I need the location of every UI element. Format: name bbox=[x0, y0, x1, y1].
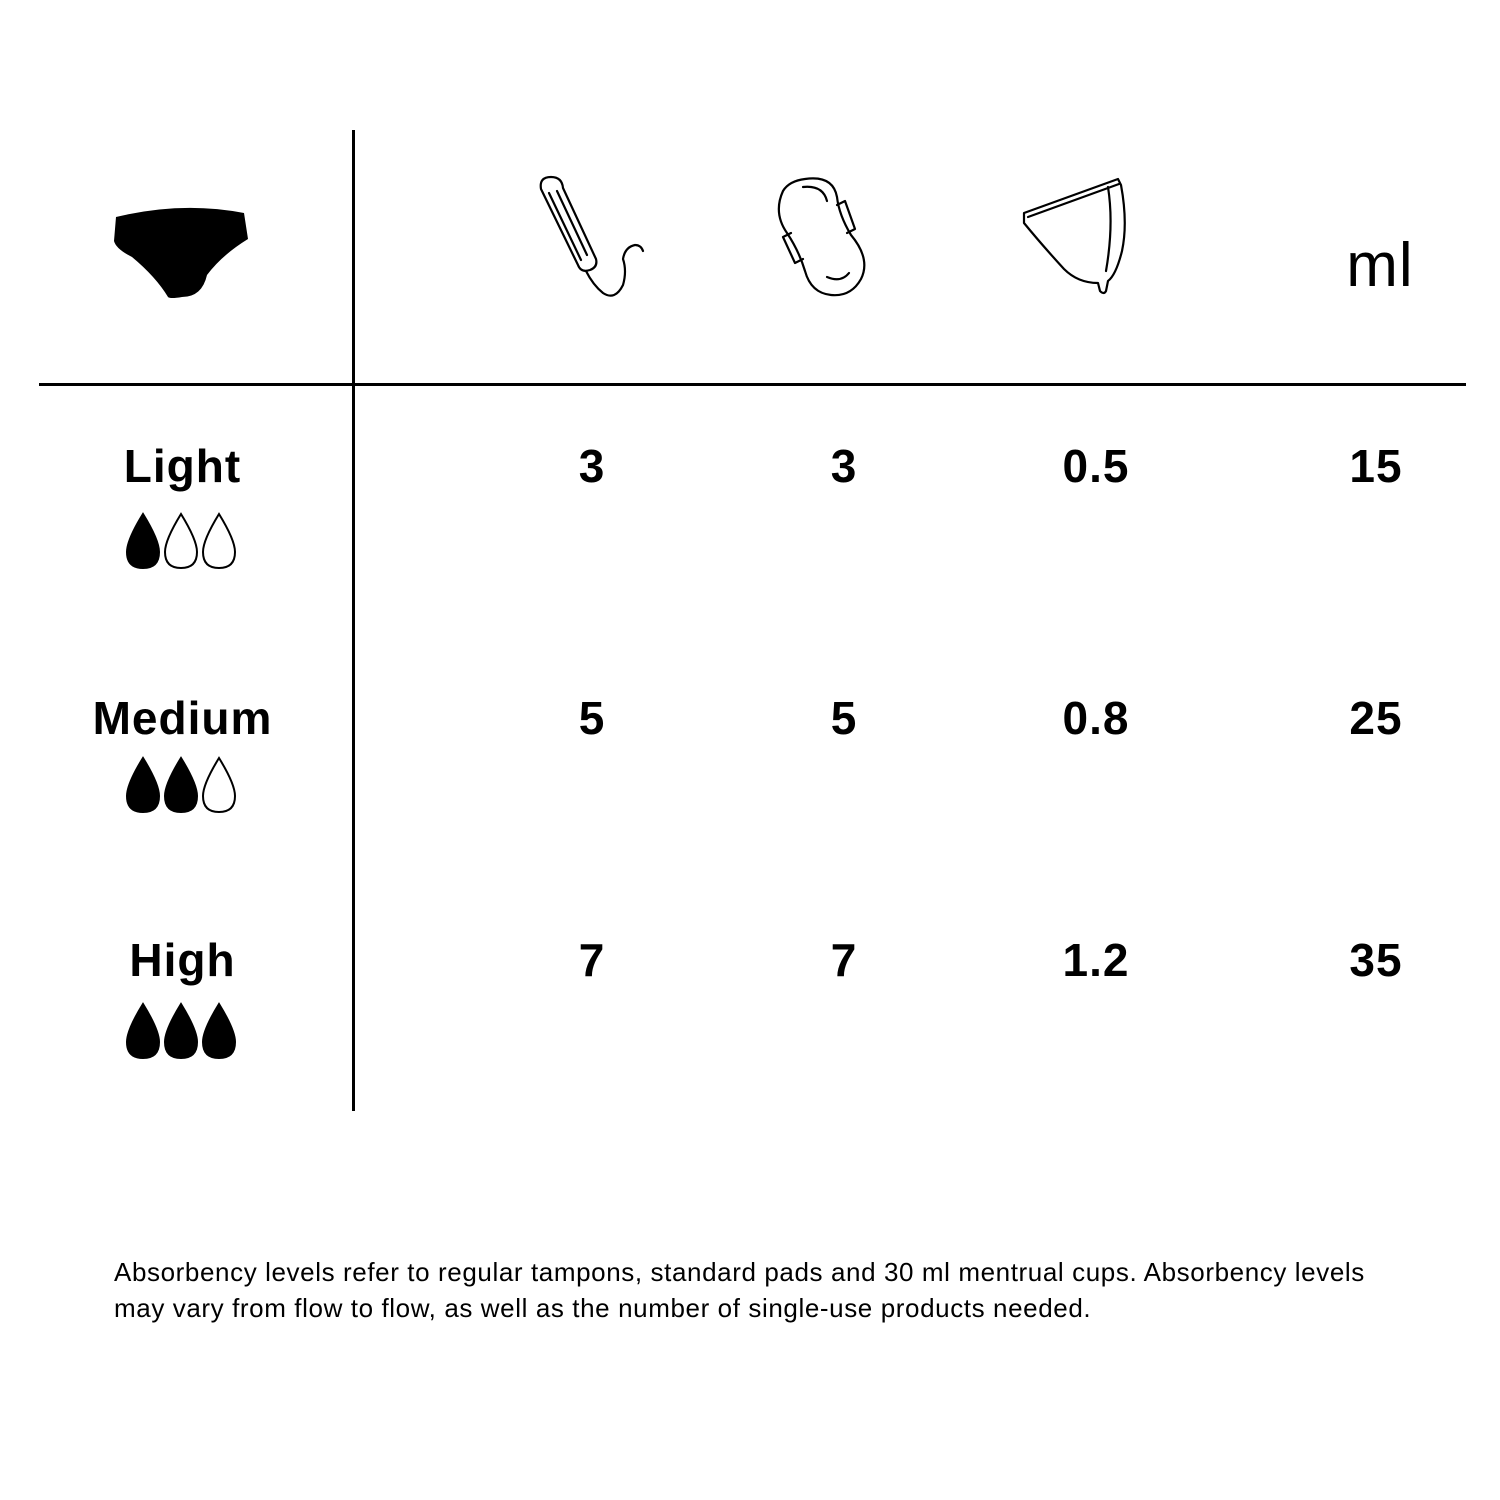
ml-column-header: ml bbox=[1346, 231, 1414, 300]
drop-rating-high bbox=[40, 1002, 325, 1062]
menstrual-cup-icon bbox=[1018, 175, 1130, 300]
table-horizontal-divider bbox=[39, 383, 1466, 386]
pad-icon bbox=[775, 175, 870, 300]
drop-filled-icon bbox=[127, 758, 159, 812]
drop-filled-icon bbox=[165, 758, 197, 812]
drop-rating-light bbox=[40, 512, 325, 572]
pads-value-light: 3 bbox=[830, 440, 858, 492]
tampons-value-medium: 5 bbox=[578, 692, 606, 744]
underwear-icon bbox=[112, 205, 252, 301]
tampons-value-light: 3 bbox=[578, 440, 606, 492]
drop-empty-icon bbox=[165, 514, 197, 568]
ml-value-medium: 25 bbox=[1349, 692, 1403, 744]
drop-empty-icon bbox=[203, 514, 235, 568]
drop-filled-icon bbox=[127, 514, 159, 568]
tampon-icon bbox=[535, 175, 650, 300]
level-label-high: High bbox=[129, 934, 236, 986]
drop-empty-icon bbox=[203, 758, 235, 812]
cups-value-high: 1.2 bbox=[1062, 934, 1130, 986]
pads-value-medium: 5 bbox=[830, 692, 858, 744]
ml-value-light: 15 bbox=[1349, 440, 1403, 492]
pads-value-high: 7 bbox=[830, 934, 858, 986]
table-vertical-divider bbox=[352, 130, 355, 1111]
cups-value-medium: 0.8 bbox=[1062, 692, 1130, 744]
drop-rating-medium bbox=[40, 756, 325, 816]
ml-value-high: 35 bbox=[1349, 934, 1403, 986]
drop-filled-icon bbox=[127, 1004, 159, 1058]
cups-value-light: 0.5 bbox=[1062, 440, 1130, 492]
level-label-light: Light bbox=[123, 440, 242, 492]
level-label-medium: Medium bbox=[92, 692, 273, 744]
tampons-value-high: 7 bbox=[578, 934, 606, 986]
drop-filled-icon bbox=[165, 1004, 197, 1058]
drop-filled-icon bbox=[203, 1004, 235, 1058]
footnote: Absorbency levels refer to regular tampons, standard pads and 30 ml mentrual cups. Absorbency levels may vary from flow to flow, as well as the number of single-use products needed. bbox=[114, 1257, 1365, 1323]
